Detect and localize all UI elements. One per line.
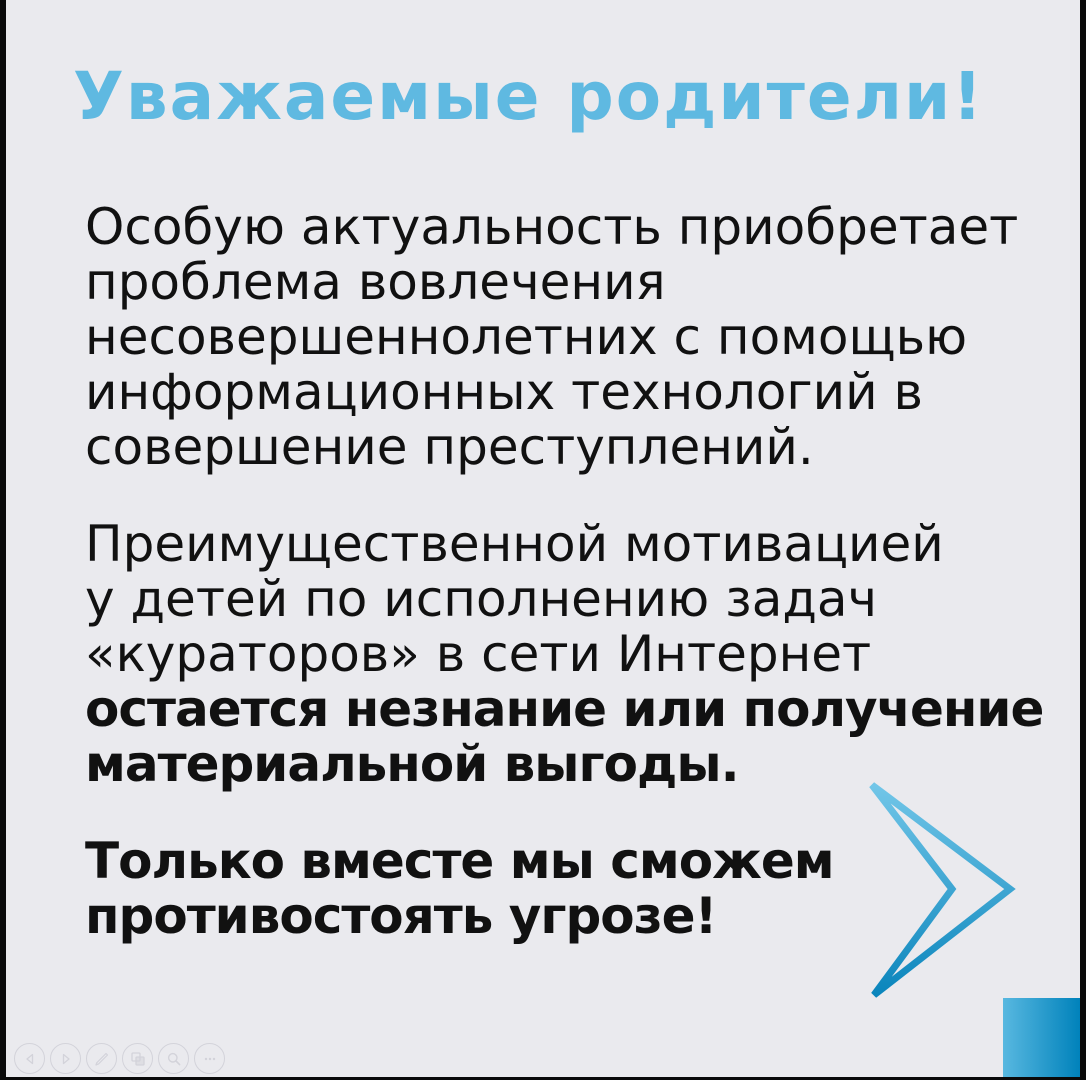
more-options-button[interactable] (194, 1043, 225, 1074)
body-line: противостоять угрозе! (85, 887, 717, 945)
slides-grid-icon (130, 1051, 146, 1067)
body-line: несовершеннолетних с помощью (85, 308, 968, 366)
pen-icon (94, 1051, 110, 1067)
body-line: информационных технологий в (85, 363, 924, 421)
corner-accent-rectangle (1003, 998, 1080, 1077)
paragraph-2 (85, 517, 1043, 792)
previous-slide-button[interactable] (14, 1043, 45, 1074)
body-line: остается незнание или получение (85, 680, 1044, 738)
triangle-left-icon (23, 1052, 37, 1066)
body-line: Преимущественной мотивацией (85, 515, 944, 573)
ellipsis-icon (202, 1051, 218, 1067)
chevron-arrow-icon (868, 781, 1016, 1001)
see-all-slides-button[interactable] (122, 1043, 153, 1074)
paragraph-1 (85, 200, 1043, 475)
body-line: совершение преступлений. (85, 418, 814, 476)
body-line: материальной выгоды. (85, 735, 739, 793)
body-line: Только вместе мы сможем (85, 832, 834, 890)
body-line: Особую актуальность приобретает (85, 198, 1019, 256)
body-line: «кураторов» в сети Интернет (85, 625, 872, 683)
body-line: проблема вовлечения (85, 253, 666, 311)
triangle-right-icon (59, 1052, 73, 1066)
magnifier-icon (166, 1051, 182, 1067)
presentation-controls (14, 1043, 225, 1074)
pen-button[interactable] (86, 1043, 117, 1074)
zoom-button[interactable] (158, 1043, 189, 1074)
next-slide-button[interactable] (50, 1043, 81, 1074)
slide (6, 0, 1080, 1077)
slide-title: Уважаемые родители! (73, 58, 985, 135)
body-line: у детей по исполнению задач (85, 570, 878, 628)
